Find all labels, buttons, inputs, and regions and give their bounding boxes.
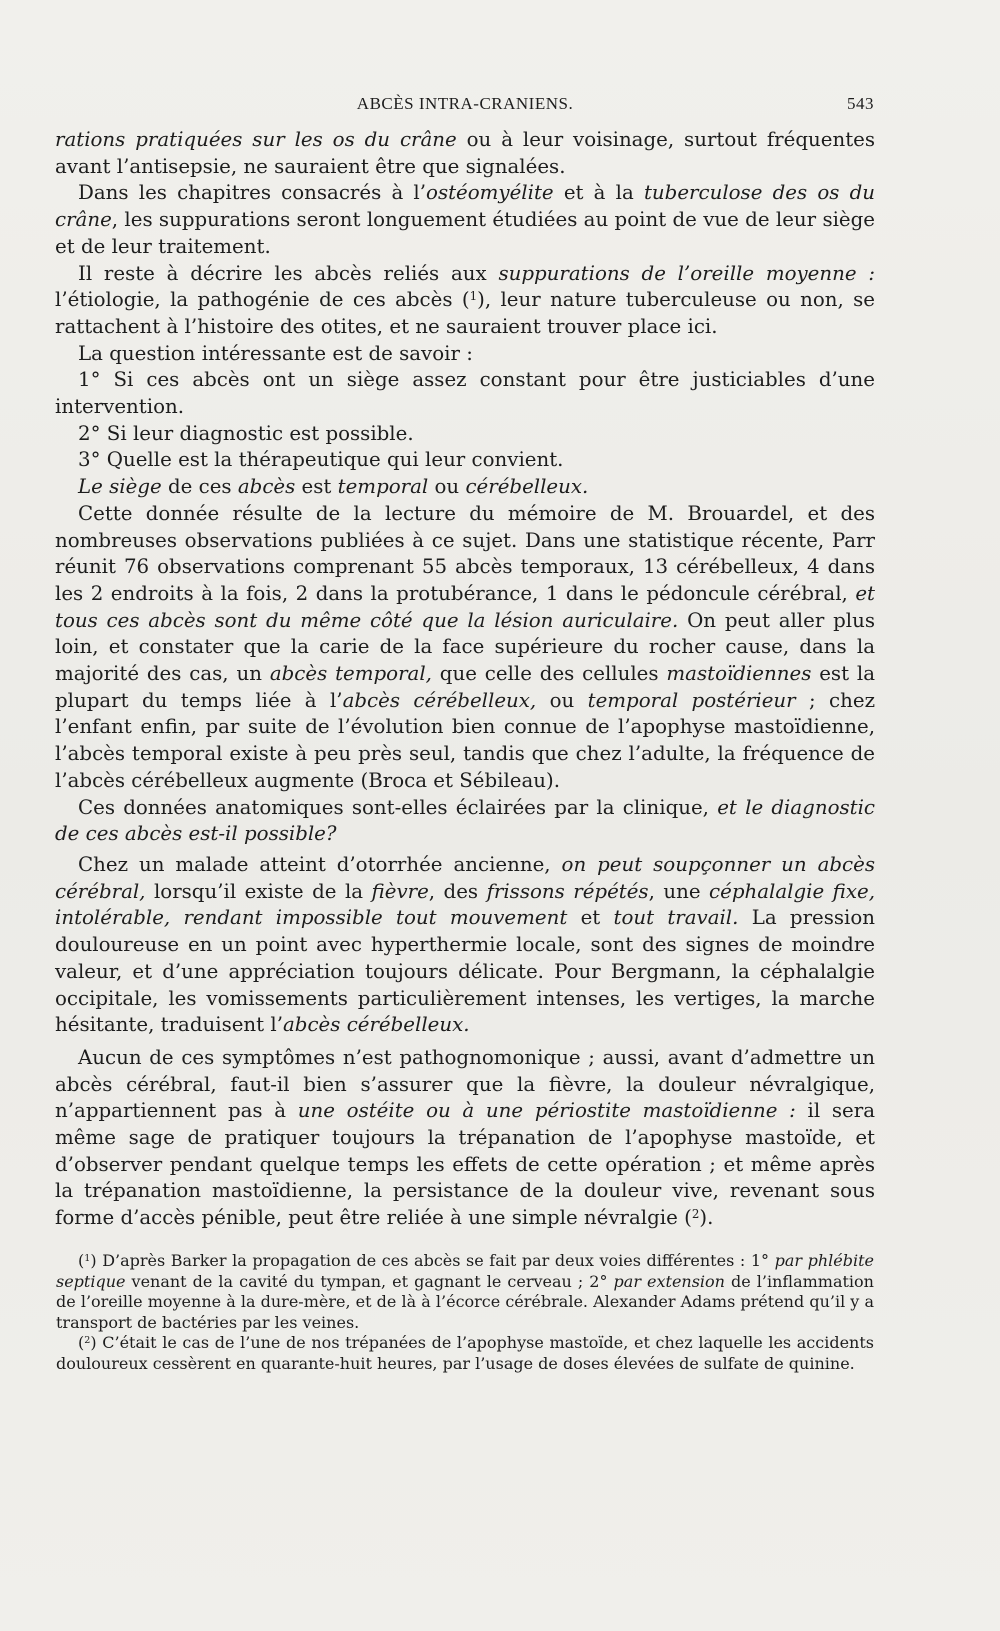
paragraph-symptoms <box>55 852 875 1039</box>
italic-text: Le siège <box>78 475 162 499</box>
text: La pression douloureuse en un point avec hyperthermie locale, sont des signes de moindre valeur, et d’une appréciation toujours délicate. Pour Bergmann, la céphalalgie occipitale, les vomissements particulièrement intenses, les vertiges, la marche hésitante, traduisent l’ <box>55 906 876 1037</box>
italic-text: et tous ces abcès sont du même côté que la lésion auriculaire. <box>55 581 875 632</box>
text: Ces données anatomiques sont-elles éclairées par la clinique, <box>78 795 718 819</box>
text: ). <box>699 1206 714 1230</box>
italic-text: cérébelleux. <box>465 475 589 499</box>
italic-text: une ostéite ou à une périostite mastoïdienne : <box>297 1099 796 1123</box>
footnote-1: ($^1$) D’après Barker la propagation de ces abcès se fait par deux voies différentes : 1° par phlébite septique venant de la cavité du tympan, et gagnant le cerveau ; 2° par extension de l’inflammation de l’oreille moyenne à la dure-mère, et de là à l’écorce cérébrale. Alexander Adams prétend qu’il y a transport de bactéries par les veines. <box>56 1251 875 1332</box>
italic-text: ostéomyélite <box>426 181 554 205</box>
footnotes <box>56 1251 874 1374</box>
text: Quelle est la thérapeutique qui leur convient. <box>100 448 564 472</box>
italic-text: frissons répétés <box>486 879 649 903</box>
italic-text: fièvre <box>371 879 429 903</box>
text: Si leur diagnostic est possible. <box>100 421 414 445</box>
text: Aucun de ces symptômes n’est pathognomonique ; aussi, avant d’admettre un abcès cérébral, faut-il bien s’assurer que la fièvre, la douleur névralgique, n’appartiennent pas à <box>55 1045 875 1123</box>
italic-text: céphalalgie fixe, intolérable, rendant impossible tout mouvement <box>55 879 875 930</box>
italic-text: et le diagnostic de ces abcès est-il possible? <box>55 795 875 846</box>
paragraph-pathognomonic <box>55 1045 875 1232</box>
running-header <box>56 94 874 120</box>
text: Il reste à décrire les abcès reliés aux <box>78 261 499 285</box>
running-title: ABCÈS INTRA-CRANIENS. <box>356 94 574 113</box>
list-number: 3° <box>78 448 101 472</box>
italic-text: temporal postérieur <box>587 688 796 712</box>
footnote-mark: 1 <box>84 1253 91 1265</box>
italic-text: mastoïdiennes <box>666 662 812 686</box>
text: Si ces abcès ont un siège assez constant pour être justiciables d’une intervention. <box>55 368 875 419</box>
text: il sera même sage de pratiquer toujours la trépanation de l’apophyse mastoïde, et d’observer pendant quelque temps les effets de cette opération ; et même après la trépanation mastoïdienne, la persistance de la douleur vive, revenant sous forme d’accès pénible, peut être reliée à une simple névralgie ( <box>55 1099 876 1230</box>
list-number: 2° <box>78 421 101 445</box>
italic-text: abcès <box>237 475 296 499</box>
list-number: 1° <box>78 368 101 392</box>
footnote-mark: 2 <box>84 1335 91 1347</box>
italic-text: temporal <box>337 475 429 499</box>
text: et à la <box>553 181 644 205</box>
text: de l’inflammation de l’oreille moyenne à la dure-mère, et de là à l’écorce cérébrale. Alexander Adams prétend qu’il y a transport de bactéries par les veines. <box>56 1271 874 1332</box>
text: Chez un malade atteint d’otorrhée ancienne, <box>78 852 562 876</box>
paragraph-chapters <box>55 180 875 260</box>
body-text <box>55 127 875 1232</box>
text: Dans les chapitres consacrés à l’ <box>78 181 427 205</box>
italic-text: par phlébite septique <box>56 1251 875 1291</box>
paragraph-clinique <box>55 795 875 848</box>
text: ou à leur voisinage, surtout fréquentes avant l’antisepsie, ne sauraient être que signalées. <box>55 128 875 178</box>
text: On peut aller plus loin, et constater que la carie de la face supérieure du rocher cause, dans la majorité des cas, un <box>55 608 875 686</box>
italic-text: abcès cérébelleux, <box>342 688 537 712</box>
text: ; chez l’enfant enfin, par suite de l’évolution bien connue de l’apophyse mastoïdienne, l’abcès temporal existe à peu près seul, tandis que chez l’adulte, la fréquence de l’abcès cérébelleux augmente (Broca et Sébileau). <box>55 688 876 792</box>
list-item-3 <box>55 447 875 474</box>
paragraph-statistics <box>55 501 875 795</box>
text: ou <box>428 475 466 499</box>
paragraph-question: La question intéressante est de savoir : <box>78 341 473 365</box>
italic-text: on peut soupçonner un abcès cérébral, <box>55 852 875 903</box>
footnote-ref: 2 <box>691 1207 700 1222</box>
italic-text: abcès temporal, <box>269 662 432 686</box>
list-item-1 <box>55 367 875 420</box>
italic-text: suppurations de l’oreille moyenne : <box>498 261 876 285</box>
text: de ces <box>161 475 238 499</box>
text: C’était le cas de l’une de nos trépanées de l’apophyse mastoïde, et chez laquelle les accidents douloureux cessèrent en quarante-huit heures, par l’usage de doses élevées de sulfate de quinine. <box>56 1333 874 1373</box>
italic-text: par extension <box>613 1271 725 1291</box>
text: ou <box>536 688 588 712</box>
text: venant de la cavité du tympan, et gagnant le cerveau ; 2° <box>125 1271 614 1291</box>
italic-text: rations pratiquées sur les os du crâne <box>55 128 457 151</box>
page-number: 543 <box>847 94 874 113</box>
footnote-2: ($^2$) C’était le cas de l’une de nos trépanées de l’apophyse mastoïde, et chez laquelle les accidents douloureux cessèrent en quarante-huit heures, par l’usage de doses élevées de sulfate de quinine. <box>56 1333 874 1373</box>
text: , une <box>648 879 710 903</box>
footnote-ref: 1 <box>469 289 478 304</box>
text: lorsqu’il existe de la <box>145 879 372 903</box>
list-item-2 <box>55 421 875 448</box>
text: ), leur nature tuberculeuse ou non, se rattachent à l’histoire des otites, et ne sauraient trouver place ici. <box>55 288 876 338</box>
text: , les suppurations seront longuement étudiées au point de vue de leur siège et de leur traitement. <box>55 208 875 258</box>
text: D’après Barker la propagation de ces abcès se fait par deux voies différentes : 1° <box>96 1251 775 1270</box>
text: , des <box>428 879 487 903</box>
text: est <box>295 475 338 499</box>
paragraph-continuation <box>55 127 875 180</box>
paragraph-etiology <box>55 261 875 341</box>
italic-text: tout travail. <box>613 906 739 930</box>
text: que celle des cellules <box>431 662 667 686</box>
text: et <box>567 906 614 930</box>
paragraph-siege <box>55 474 875 501</box>
italic-text: tuberculose des os du crâne <box>55 181 875 232</box>
text: est la plupart du temps liée à l’ <box>55 662 876 712</box>
text: Cette donnée résulte de la lecture du mémoire de M. Brouardel, et des nombreuses observations publiées à ce sujet. Dans une statistique récente, Parr réunit 76 observations comprenant 55 abcès temporaux, 13 cérébelleux, 4 dans les 2 endroits à la fois, 2 dans la protubérance, 1 dans le pédoncule cérébral, <box>55 501 875 605</box>
italic-text: abcès cérébelleux. <box>283 1013 470 1037</box>
text: l’étiologie, la pathogénie de ces abcès ( <box>55 288 470 312</box>
